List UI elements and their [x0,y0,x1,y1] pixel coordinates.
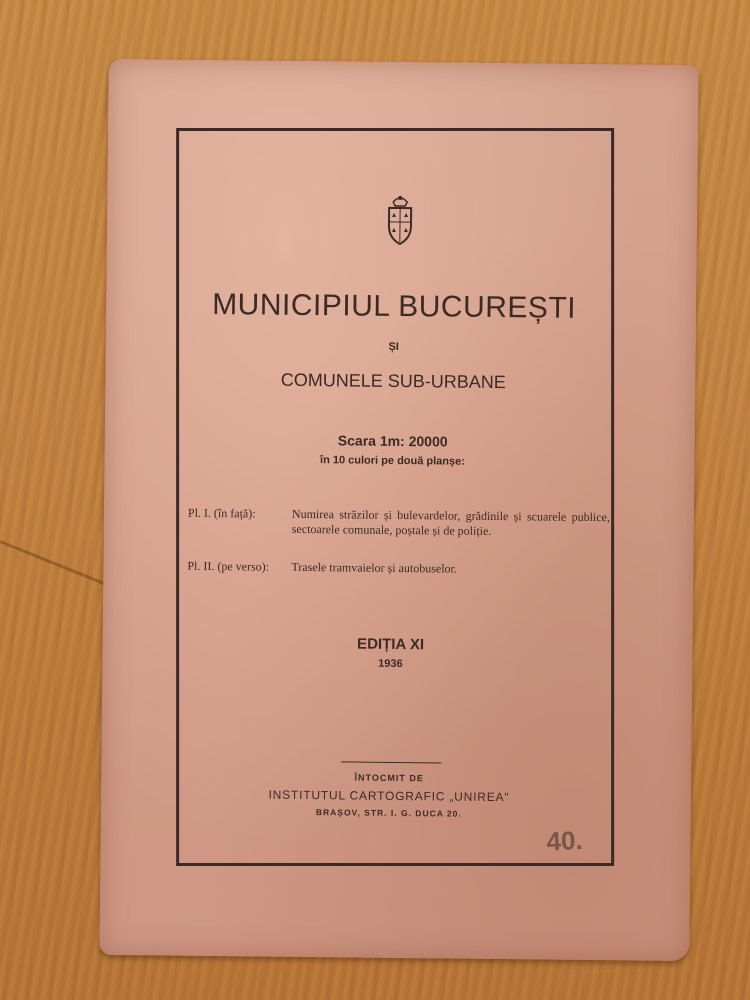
map-scale: Scara 1m: 20000 [337,432,448,450]
cover-subtitle: COMUNELE SUB-URBANE [280,369,506,393]
cover-title: MUNICIPIUL BUCUREȘTI [211,288,577,325]
publisher-name: INSTITUTUL CARTOGRAFIC „UNIREA" [268,787,510,805]
cover-conjunction: ȘI [388,340,399,353]
edition-year: 1936 [378,657,403,671]
edition-label: EDIȚIA XI [357,635,425,654]
plate-1-label: Pl. I. (în față): [187,505,256,521]
made-by-label: ÎNTOCMIT DE [354,772,424,784]
colors-note: în 10 culori pe două planșe: [320,454,466,468]
plate-2-description: Trasele tramvaielor și autobuselor. [291,559,457,576]
plate-1-description: Numirea străzilor și bulevardelor, grădinile și scuarele publice, sectoarele comunale, poștale și de poliție. [291,506,611,538]
coat-of-arms-icon [383,192,418,246]
publisher-address: BRAȘOV, STR. I. G. DUCA 20. [315,807,462,819]
plate-2-label: Pl. II. (pe verso): [187,558,270,574]
table-surface-seam [0,540,112,588]
booklet-cover [99,59,698,961]
handwritten-price-mark: 40. [545,825,584,857]
